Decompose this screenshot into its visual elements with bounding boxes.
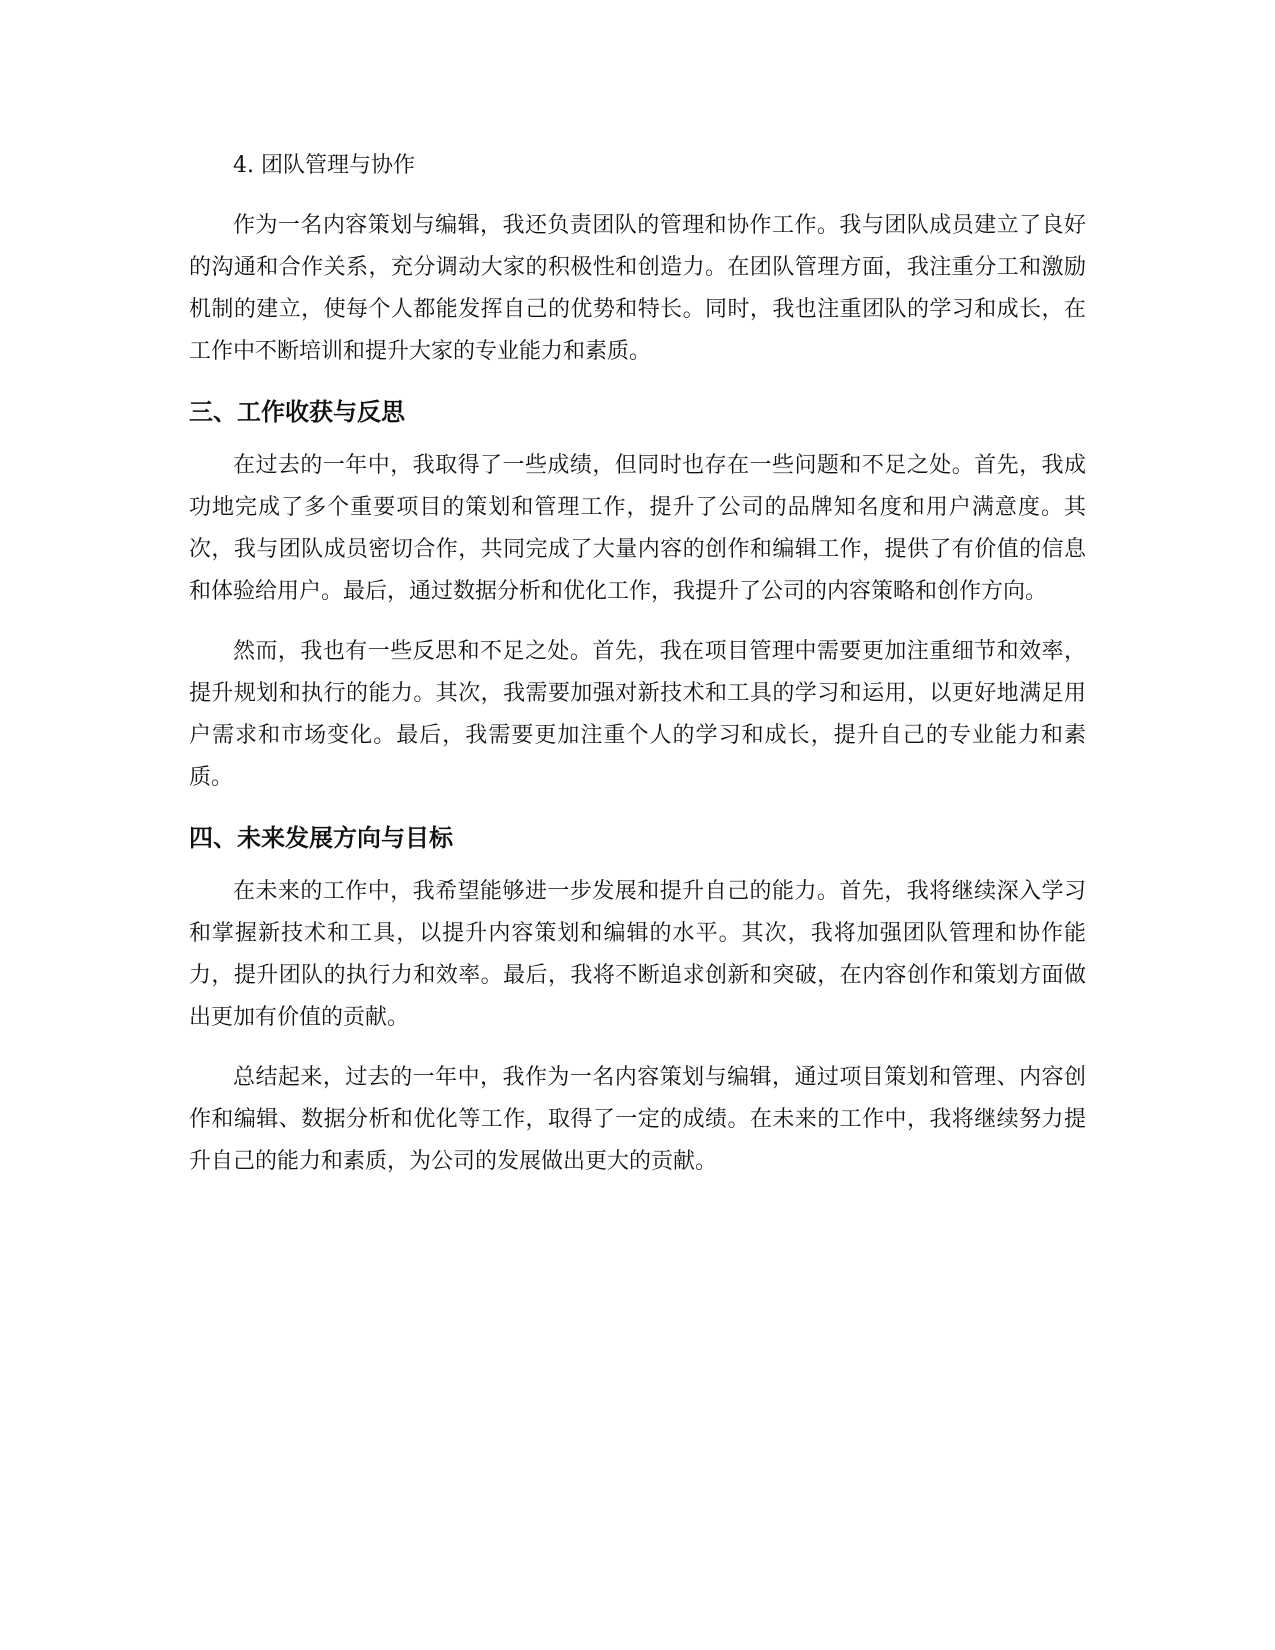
document-page (189, 145, 1086, 1201)
future-paragraph: 在未来的工作中，我希望能够进一步发展和提升自己的能力。首先，我将继续深入学习和掌握新技术和工具，以提升内容策划和编辑的水平。其次，我将加强团队管理和协作能力，提升团队的执行力和效率。最后，我将不断追求创新和突破，在内容创作和策划方面做出更加有价值的贡献。 (189, 879, 1086, 1030)
heading-work-harvest-reflection: 三、工作收获与反思 (189, 398, 405, 426)
heading-future-direction-goals: 四、未来发展方向与目标 (189, 824, 453, 852)
reflection-paragraph: 然而，我也有一些反思和不足之处。首先，我在项目管理中需要更加注重细节和效率，提升规划和执行的能力。其次，我需要加强对新技术和工具的学习和运用，以更好地满足用户需求和市场变化。最后，我需要更加注重个人的学习和成长，提升自己的专业能力和素质。 (189, 639, 1086, 790)
team-management-paragraph: 作为一名内容策划与编辑，我还负责团队的管理和协作工作。我与团队成员建立了良好的沟通和合作关系，充分调动大家的积极性和创造力。在团队管理方面，我注重分工和激励机制的建立，使每个人都能发挥自己的优势和特长。同时，我也注重团队的学习和成长，在工作中不断培训和提升大家的专业能力和素质。 (189, 213, 1086, 364)
summary-paragraph: 总结起来，过去的一年中，我作为一名内容策划与编辑，通过项目策划和管理、内容创作和编辑、数据分析和优化等工作，取得了一定的成绩。在未来的工作中，我将继续努力提升自己的能力和素质，为公司的发展做出更大的贡献。 (189, 1065, 1086, 1174)
harvest-paragraph: 在过去的一年中，我取得了一些成绩，但同时也存在一些问题和不足之处。首先，我成功地完成了多个重要项目的策划和管理工作，提升了公司的品牌知名度和用户满意度。其次，我与团队成员密切合作，共同完成了大量内容的创作和编辑工作，提供了有价值的信息和体验给用户。最后，通过数据分析和优化工作，我提升了公司的内容策略和创作方向。 (189, 453, 1086, 604)
section-subtitle-team-management: 4. 团队管理与协作 (233, 153, 415, 178)
